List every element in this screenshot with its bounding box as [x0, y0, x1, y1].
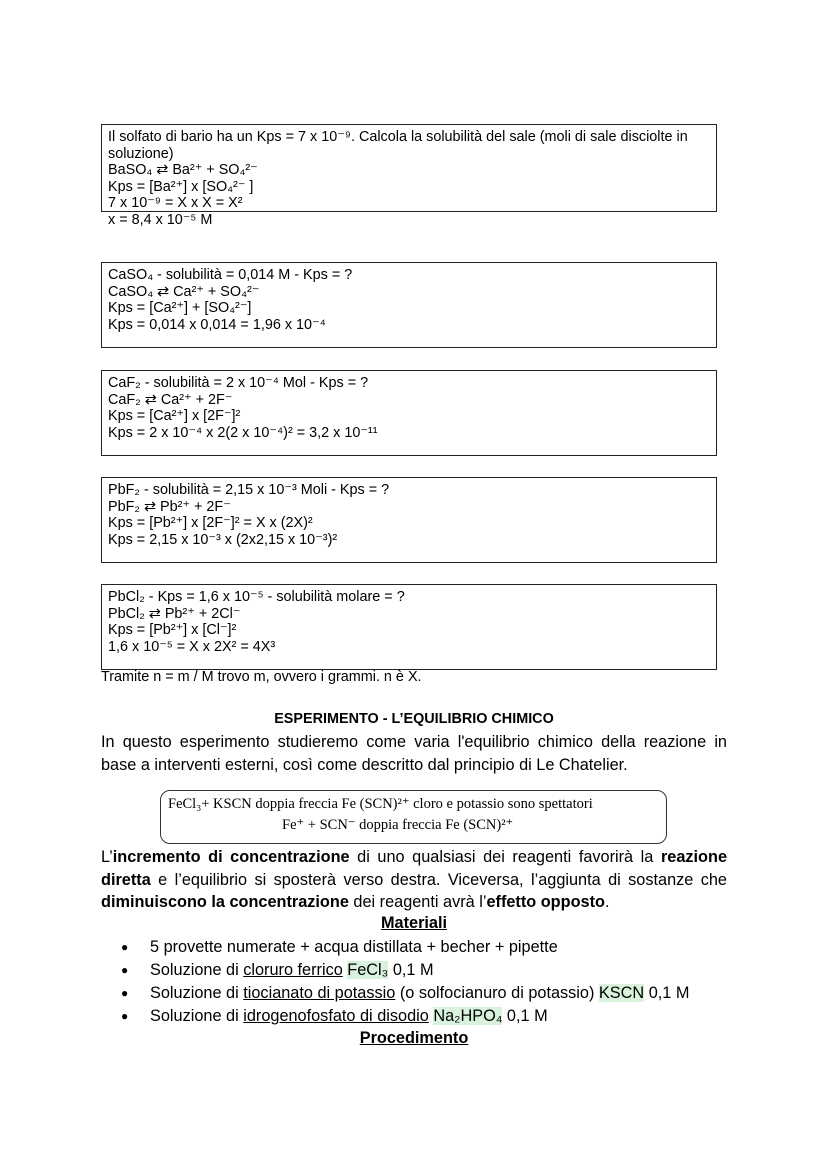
bold-run: incremento di concentrazione	[112, 848, 350, 866]
box-line: BaSO₄ ⇄ Ba²⁺ + SO₄²⁻	[108, 162, 258, 178]
exercise-box-lead-chloride	[101, 584, 717, 670]
item-underlined: idrogenofosfato di disodio	[243, 1007, 429, 1025]
text-run: e l’equilibrio si sposterà verso destra. Viceversa, l’aggiunta di sostanze che	[150, 870, 727, 889]
molar-mass-note: Tramite n = m / M trovo m, ovvero i grammi. n è X.	[101, 669, 422, 685]
item-underlined: cloruro ferrico	[243, 961, 343, 979]
box-line: Kps = [Ba²⁺] x [SO₄²⁻ ]	[108, 178, 254, 195]
list-item	[121, 1005, 689, 1028]
list-item	[121, 982, 690, 1005]
bold-run: diminuiscono la concentrazione	[101, 893, 349, 911]
concentration-paragraph	[101, 846, 727, 914]
section-heading: ESPERIMENTO - L’EQUILIBRIO CHIMICO	[274, 711, 554, 727]
text-run: L’	[101, 848, 113, 866]
box-line: PbCl₂ ⇄ Pb²⁺ + 2Cl⁻	[108, 605, 241, 622]
box-line: 1,6 x 10⁻⁵ = X x 2X² = 4X³	[108, 638, 276, 655]
materials-title: Materiali	[380, 914, 448, 932]
materials-list	[101, 936, 689, 1028]
reaction-formula-box	[160, 790, 667, 844]
item-text: (o solfocianuro di potassio)	[395, 984, 599, 1002]
box-line: Kps = [Pb²⁺] x [Cl⁻]²	[108, 622, 237, 638]
box-line: Il solfato di bario ha un Kps = 7 x 10⁻⁹. Calcola la solubilità del sale (moli di sale disciolte in soluzione)	[108, 129, 688, 162]
text-run: dei reagenti avrà l’	[348, 893, 487, 911]
bullet-icon: ●	[121, 940, 129, 954]
item-underlined: tiocianato di potassio	[243, 984, 396, 1002]
formula-line-2: Fe⁺ + SCN⁻ doppia freccia Fe (SCN)²⁺	[282, 817, 514, 833]
bold-run: reazione diretta	[101, 848, 727, 889]
bullet-icon: ●	[121, 963, 129, 977]
box-line: Kps = 2,15 x 10⁻³ x (2x2,15 x 10⁻³)²	[108, 531, 338, 548]
box-line: CaF₂ ⇄ Ca²⁺ + 2F⁻	[108, 391, 233, 408]
formula-line-1: FeCl₃+ KSCN doppia freccia Fe (SCN)²⁺ cloro e potassio sono spettatori	[168, 796, 593, 812]
item-text: Soluzione di	[150, 961, 244, 979]
box-line: Kps = 2 x 10⁻⁴ x 2(2 x 10⁻⁴)² = 3,2 x 10⁻¹¹	[108, 424, 378, 441]
item-text: Soluzione di	[150, 984, 244, 1002]
item-text: 0,1 M	[502, 1007, 548, 1025]
exercise-box-calcium-fluoride	[101, 370, 717, 456]
box-line: PbCl₂ - Kps = 1,6 x 10⁻⁵ - solubilità molare = ?	[108, 589, 405, 605]
text-run: di uno qualsiasi dei reagenti favorirà la	[349, 848, 661, 866]
intro-paragraph: In questo esperimento studieremo come varia l'equilibrio chimico della reazione in base a interventi esterni, così come descritto dal principio di Le Chatelier.	[101, 733, 727, 774]
box-line: CaSO₄ ⇄ Ca²⁺ + SO₄²⁻	[108, 283, 260, 300]
box-line: x = 8,4 x 10⁻⁵ M	[108, 211, 213, 228]
exercise-box-calcium-sulfate	[101, 262, 717, 348]
box-line: CaSO₄ - solubilità = 0,014 M - Kps = ?	[108, 267, 353, 283]
box-line: Kps = [Ca²⁺] x [2F⁻]²	[108, 408, 241, 424]
box-line: 7 x 10⁻⁹ = X x X = X²	[108, 195, 243, 211]
procedure-title: Procedimento	[359, 1029, 469, 1047]
box-line: PbF₂ ⇄ Pb²⁺ + 2F⁻	[108, 498, 231, 515]
bullet-icon: ●	[121, 1009, 129, 1023]
item-text: 0,1 M	[388, 961, 434, 979]
box-line: Kps = [Pb²⁺] x [2F⁻]² = X x (2X)²	[108, 515, 313, 531]
item-text: 5 provette numerate + acqua distillata + becher + pipette	[150, 938, 558, 956]
item-text: 0,1 M	[644, 984, 690, 1002]
text-run: .	[604, 893, 610, 911]
bullet-icon: ●	[121, 986, 129, 1000]
exercise-box-lead-fluoride	[101, 477, 717, 563]
item-text: Soluzione di	[150, 1007, 244, 1025]
item-highlight: Na₂HPO₄	[433, 1007, 503, 1025]
list-item	[121, 936, 689, 959]
item-highlight: KSCN	[598, 984, 645, 1002]
item-highlight: FeCl₃	[347, 961, 389, 979]
box-line: CaF₂ - solubilità = 2 x 10⁻⁴ Mol - Kps = ?	[108, 375, 369, 391]
box-line: Kps = 0,014 x 0,014 = 1,96 x 10⁻⁴	[108, 316, 326, 333]
box-line: PbF₂ - solubilità = 2,15 x 10⁻³ Moli - Kps = ?	[108, 482, 390, 498]
list-item	[121, 959, 689, 982]
box-line: Kps = [Ca²⁺] + [SO₄²⁻]	[108, 300, 252, 316]
exercise-box-barium-sulfate	[101, 124, 717, 228]
bold-run: effetto opposto	[486, 893, 605, 911]
